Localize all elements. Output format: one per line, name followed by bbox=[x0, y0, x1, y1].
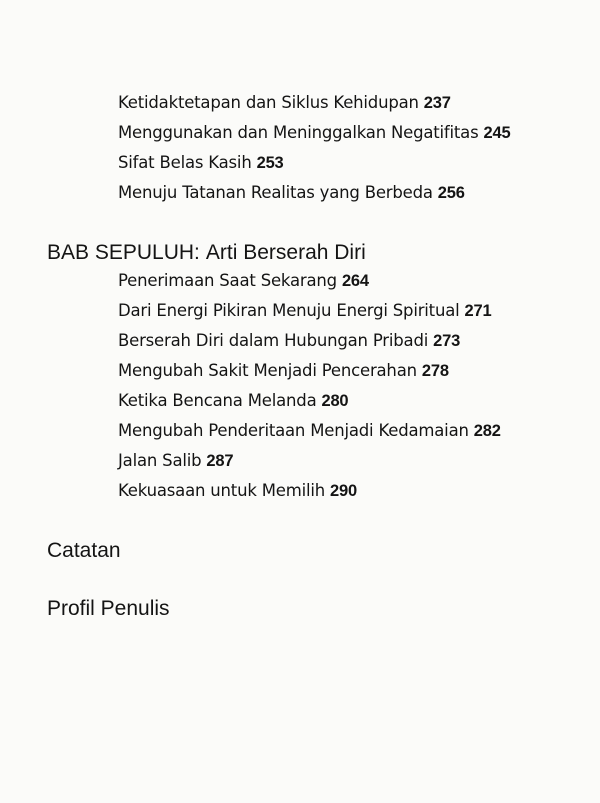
chapter-title: Arti Berserah Diri bbox=[205, 241, 366, 264]
toc-entry[interactable] bbox=[118, 93, 451, 113]
toc-entry-title: Menggunakan dan Meninggalkan Negatifitas bbox=[118, 123, 479, 142]
toc-entry-page: 278 bbox=[421, 362, 449, 380]
toc-entry-page: 264 bbox=[341, 272, 369, 290]
toc-entry-page: 253 bbox=[256, 154, 284, 172]
toc-entry-page: 256 bbox=[437, 184, 465, 202]
toc-entry[interactable] bbox=[118, 123, 510, 143]
toc-entry-title: Kekuasaan untuk Memilih bbox=[118, 481, 325, 500]
toc-entry-page: 287 bbox=[206, 452, 234, 470]
chapter-label: BAB SEPULUH: bbox=[47, 241, 200, 264]
toc-entry-title: Ketidaktetapan dan Siklus Kehidupan bbox=[118, 93, 419, 112]
toc-entry[interactable] bbox=[118, 183, 465, 203]
toc-entry[interactable] bbox=[118, 481, 357, 501]
toc-entry[interactable] bbox=[118, 451, 233, 471]
toc-entry-title: Menuju Tatanan Realitas yang Berbeda bbox=[118, 183, 433, 202]
toc-entry-page: 237 bbox=[423, 94, 451, 112]
notes-heading[interactable]: Catatan bbox=[47, 539, 121, 562]
toc-entry-title: Mengubah Sakit Menjadi Pencerahan bbox=[118, 361, 417, 380]
chapter-heading[interactable] bbox=[47, 241, 366, 265]
toc-entry-title: Sifat Belas Kasih bbox=[118, 153, 252, 172]
toc-entry-title: Jalan Salib bbox=[118, 451, 202, 470]
toc-entry-page: 282 bbox=[473, 422, 501, 440]
toc-entry[interactable] bbox=[118, 331, 460, 351]
toc-entry-title: Mengubah Penderitaan Menjadi Kedamaian bbox=[118, 421, 469, 440]
toc-entry-page: 271 bbox=[464, 302, 492, 320]
toc-entry[interactable] bbox=[118, 271, 369, 291]
toc-entry-page: 280 bbox=[321, 392, 349, 410]
toc-entry[interactable] bbox=[118, 153, 284, 173]
toc-entry[interactable] bbox=[118, 361, 449, 381]
toc-entry-page: 273 bbox=[433, 332, 461, 350]
toc-entry[interactable] bbox=[118, 391, 348, 411]
toc-entry[interactable] bbox=[118, 301, 491, 321]
toc-entry[interactable] bbox=[118, 421, 501, 441]
toc-entry-page: 290 bbox=[330, 482, 357, 500]
toc-entry-page: 245 bbox=[483, 124, 511, 142]
toc-entry-title: Berserah Diri dalam Hubungan Pribadi bbox=[118, 331, 429, 350]
toc-entry-title: Ketika Bencana Melanda bbox=[118, 391, 317, 410]
toc-entry-title: Penerimaan Saat Sekarang bbox=[118, 271, 337, 290]
toc-entry-title: Dari Energi Pikiran Menuju Energi Spiritual bbox=[118, 301, 460, 320]
author-profile-heading[interactable]: Profil Penulis bbox=[47, 597, 170, 620]
